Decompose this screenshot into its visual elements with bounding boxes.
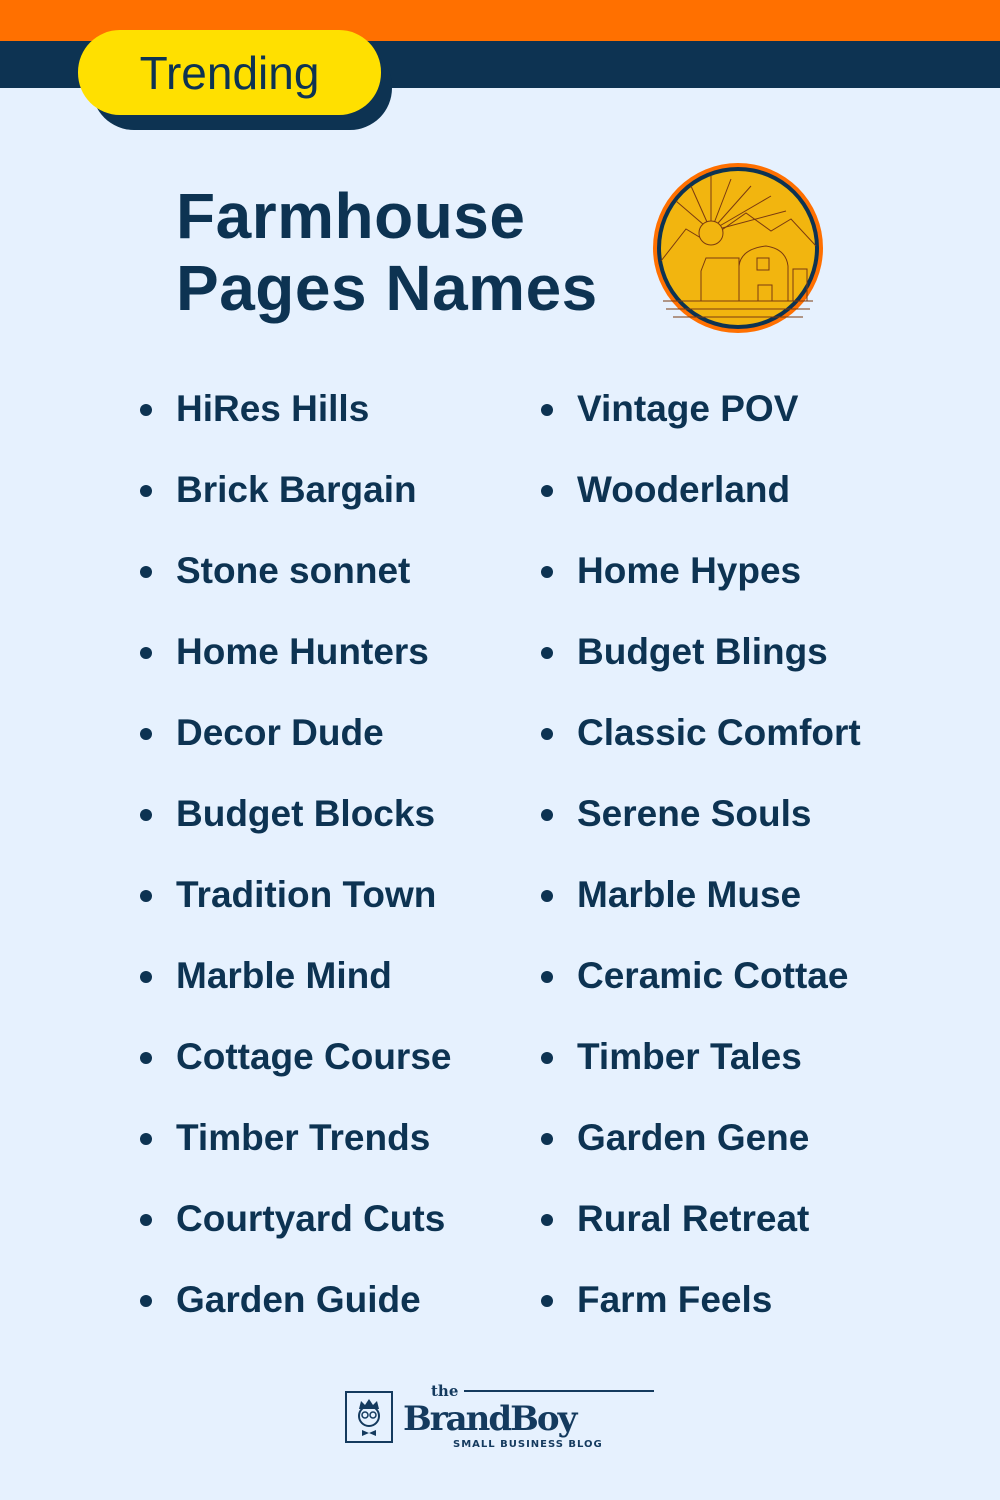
list-item: Home Hunters bbox=[140, 628, 451, 709]
logo-tagline: SMALL BUSINESS BLOG bbox=[453, 1439, 603, 1450]
list-item: Wooderland bbox=[541, 466, 861, 547]
list-item: Ceramic Cottae bbox=[541, 952, 861, 1033]
list-item: Timber Tales bbox=[541, 1033, 861, 1114]
list-item: Rural Retreat bbox=[541, 1195, 861, 1276]
names-list-left bbox=[140, 385, 451, 1357]
logo-brand: BrandBoy bbox=[403, 1399, 576, 1439]
list-item: Tradition Town bbox=[140, 871, 451, 952]
list-item: Stone sonnet bbox=[140, 547, 451, 628]
list-item: HiRes Hills bbox=[140, 385, 451, 466]
list-item: Courtyard Cuts bbox=[140, 1195, 451, 1276]
list-item: Serene Souls bbox=[541, 790, 861, 871]
list-item: Decor Dude bbox=[140, 709, 451, 790]
title-line-1: Farmhouse bbox=[176, 180, 526, 252]
list-item: Cottage Course bbox=[140, 1033, 451, 1114]
list-item: Vintage POV bbox=[541, 385, 861, 466]
title-line-2: Pages Names bbox=[176, 252, 598, 324]
list-item: Timber Trends bbox=[140, 1114, 451, 1195]
names-list-right bbox=[541, 385, 861, 1357]
brandboy-mascot-icon bbox=[345, 1391, 393, 1443]
list-item: Budget Blings bbox=[541, 628, 861, 709]
brandboy-logo bbox=[345, 1382, 654, 1451]
list-item: Home Hypes bbox=[541, 547, 861, 628]
list-item: Farm Feels bbox=[541, 1276, 861, 1357]
list-item: Garden Guide bbox=[140, 1276, 451, 1357]
logo-the: the bbox=[431, 1382, 459, 1400]
list-item: Budget Blocks bbox=[140, 790, 451, 871]
list-item: Classic Comfort bbox=[541, 709, 861, 790]
list-item: Brick Bargain bbox=[140, 466, 451, 547]
logo-divider bbox=[464, 1390, 654, 1392]
trending-badge bbox=[78, 30, 381, 115]
list-item: Garden Gene bbox=[541, 1114, 861, 1195]
list-item: Marble Muse bbox=[541, 871, 861, 952]
list-item: Marble Mind bbox=[140, 952, 451, 1033]
farmhouse-emblem-icon bbox=[651, 161, 825, 335]
trending-label: Trending bbox=[139, 46, 320, 99]
page-title bbox=[176, 180, 598, 324]
